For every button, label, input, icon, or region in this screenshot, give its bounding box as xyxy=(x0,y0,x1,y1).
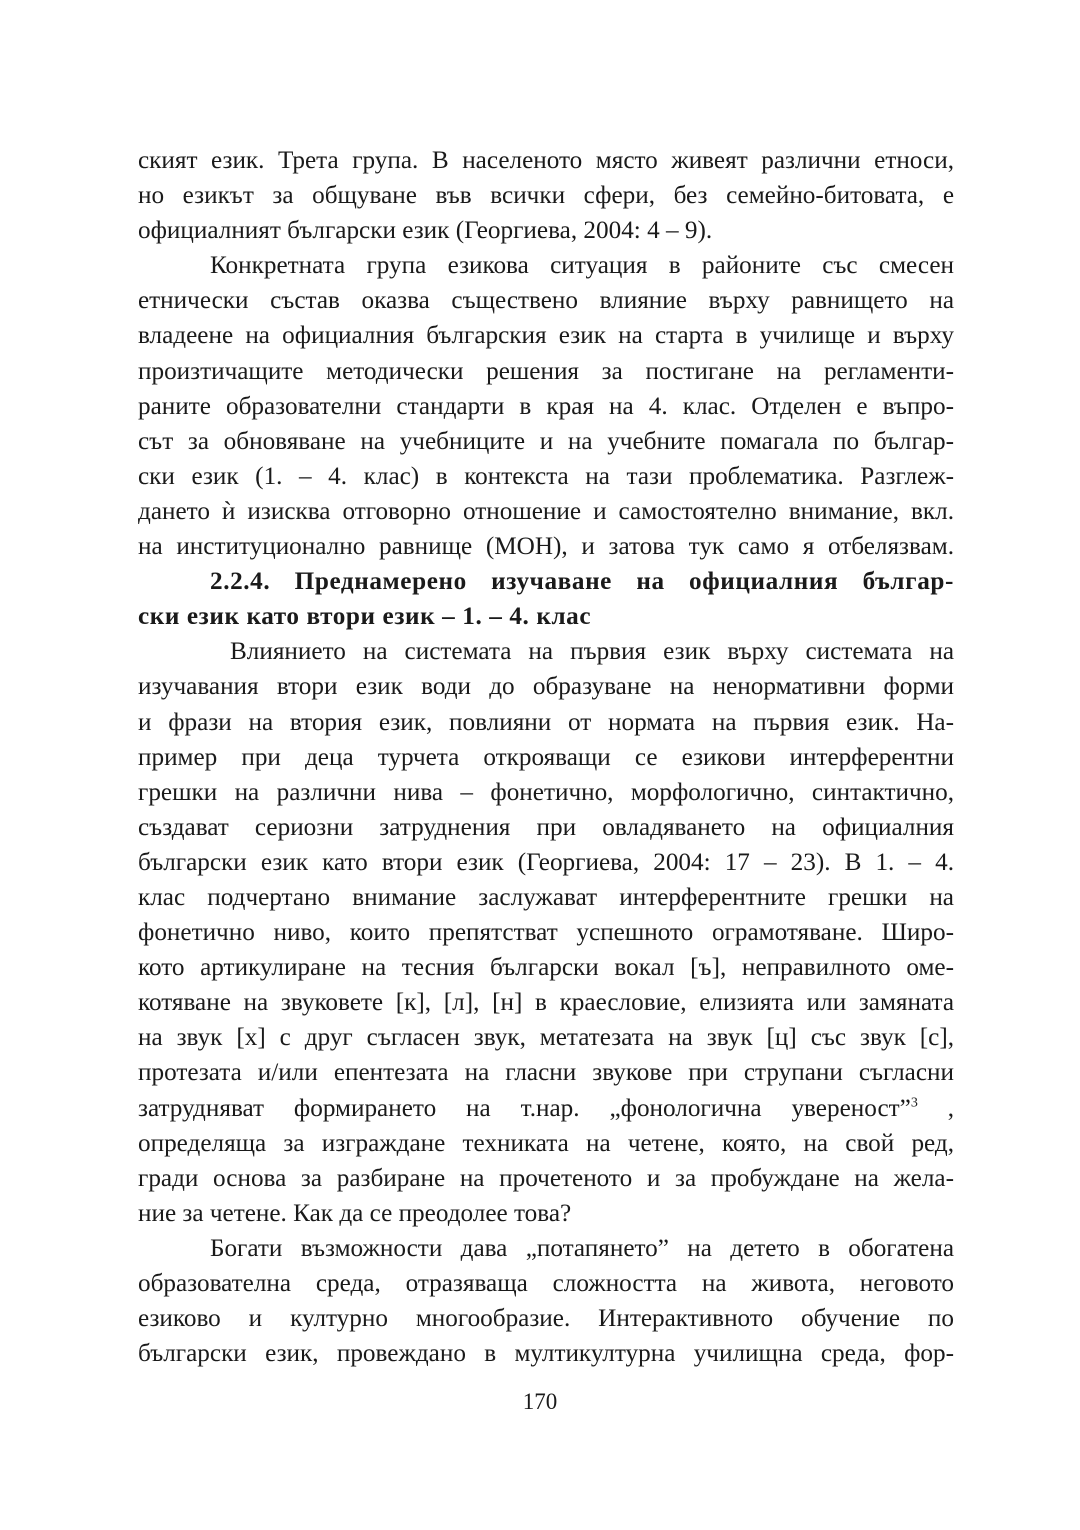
text-line: образователна среда, отразяваща сложността на живота, неговото xyxy=(138,1270,954,1297)
text-line-body: затрудняват формирането на т.нар. „фонологична увереност” xyxy=(138,1094,911,1122)
text-line: дането ѝ изисква отговорно отношение и самостоятелно внимание, вкл. xyxy=(138,497,954,525)
text-line: но езикът за общуване във всички сфери, без семейно-битовата, е xyxy=(138,182,954,210)
text-line: кото артикулиране на тесния български вокал [ъ], неправилното оме- xyxy=(138,954,954,982)
text-line: определяща за изграждане техниката на четене, която, на свой ред, xyxy=(138,1129,954,1157)
text-line: клас подчертано внимание заслужават интерферентните грешки на xyxy=(138,883,954,911)
text-line: котяване на звуковете [к], [л], [н] в краесловие, елизията или замяната xyxy=(138,989,954,1017)
text-line: ние за четене. Как да се преодолее това? xyxy=(138,1199,572,1227)
section-heading xyxy=(138,564,954,634)
text-line: и фрази на втория език, повлияни от нормата на първия език. На- xyxy=(138,708,954,736)
text-line: на институционално равнище (МОН), и затова тук само я отбелязвам. xyxy=(138,533,954,561)
page-body xyxy=(138,143,954,1371)
text-line: произтичащите методически решения за постигане на регламенти- xyxy=(138,357,954,385)
text-line: създават сериозни затруднения при овладяването на официалния xyxy=(138,813,954,841)
text-line-with-footnote xyxy=(138,1091,954,1126)
text-line: сът за обновяване на учебниците и на учебните помагала по българ- xyxy=(138,427,954,455)
footnote-trailing-punctuation: , xyxy=(917,1094,955,1122)
text-line: грешки на различни нива – фонетично, морфологично, синтактично, xyxy=(138,778,954,806)
text-line: български език, провеждано в мултикултурна училищна среда, фор- xyxy=(138,1340,954,1368)
text-line: официалният български език (Георгиева, 2004: 4 – 9). xyxy=(138,217,713,245)
text-line: пример при деца турчета открояващи се езикови интерферентни xyxy=(138,743,954,771)
heading-line: ски език като втори език – 1. – 4. клас xyxy=(138,603,592,631)
text-line: протезата и/или епентезата на гласни звукове при струпани съгласни xyxy=(138,1059,954,1087)
text-line: раните образователни стандарти в края на 4. клас. Отделен е въпро- xyxy=(138,392,954,420)
text-line: изучавания втори език води до образуване на ненормативни форми xyxy=(138,673,954,701)
paragraph-3 xyxy=(138,634,954,1231)
text-line: езиково и културно многообразие. Интерактивното обучение по xyxy=(138,1305,954,1333)
heading-line: 2.2.4. Преднамерено изучаване на официалния българ- xyxy=(210,568,954,596)
paragraph-4 xyxy=(138,1231,954,1371)
text-line: ски език (1. – 4. клас) в контекста на тази проблематика. Разглеж- xyxy=(138,462,954,490)
text-line: владеене на официалния българския език на старта в училище и върху xyxy=(138,322,954,350)
text-line: ският език. Трета група. В населеното място живеят различни етноси, xyxy=(138,147,954,174)
text-line: Богати възможности дава „потапянето” на детето в обогатена xyxy=(210,1234,954,1262)
footnote-reference: 3 xyxy=(910,1095,918,1111)
paragraph-1 xyxy=(138,143,954,248)
text-line: на звук [х] с друг съгласен звук, метатезата на звук [ц] със звук [с], xyxy=(138,1024,954,1052)
text-line: гради основа за разбиране на прочетеното и за пробуждане на жела- xyxy=(138,1164,954,1192)
paragraph-2 xyxy=(138,248,954,564)
text-line: фонетично ниво, които препятстват успешното ограмотяване. Широ- xyxy=(138,919,954,947)
page-number: 170 xyxy=(522,1389,558,1414)
text-line: етнически състав оказва съществено влияние върху равнището на xyxy=(138,287,954,315)
text-line: Конкретната група езикова ситуация в районите със смесен xyxy=(210,252,954,280)
text-line: български език като втори език (Георгиева, 2004: 17 – 23). В 1. – 4. xyxy=(138,848,954,876)
text-line: Влиянието на системата на първия език върху системата на xyxy=(230,638,954,666)
